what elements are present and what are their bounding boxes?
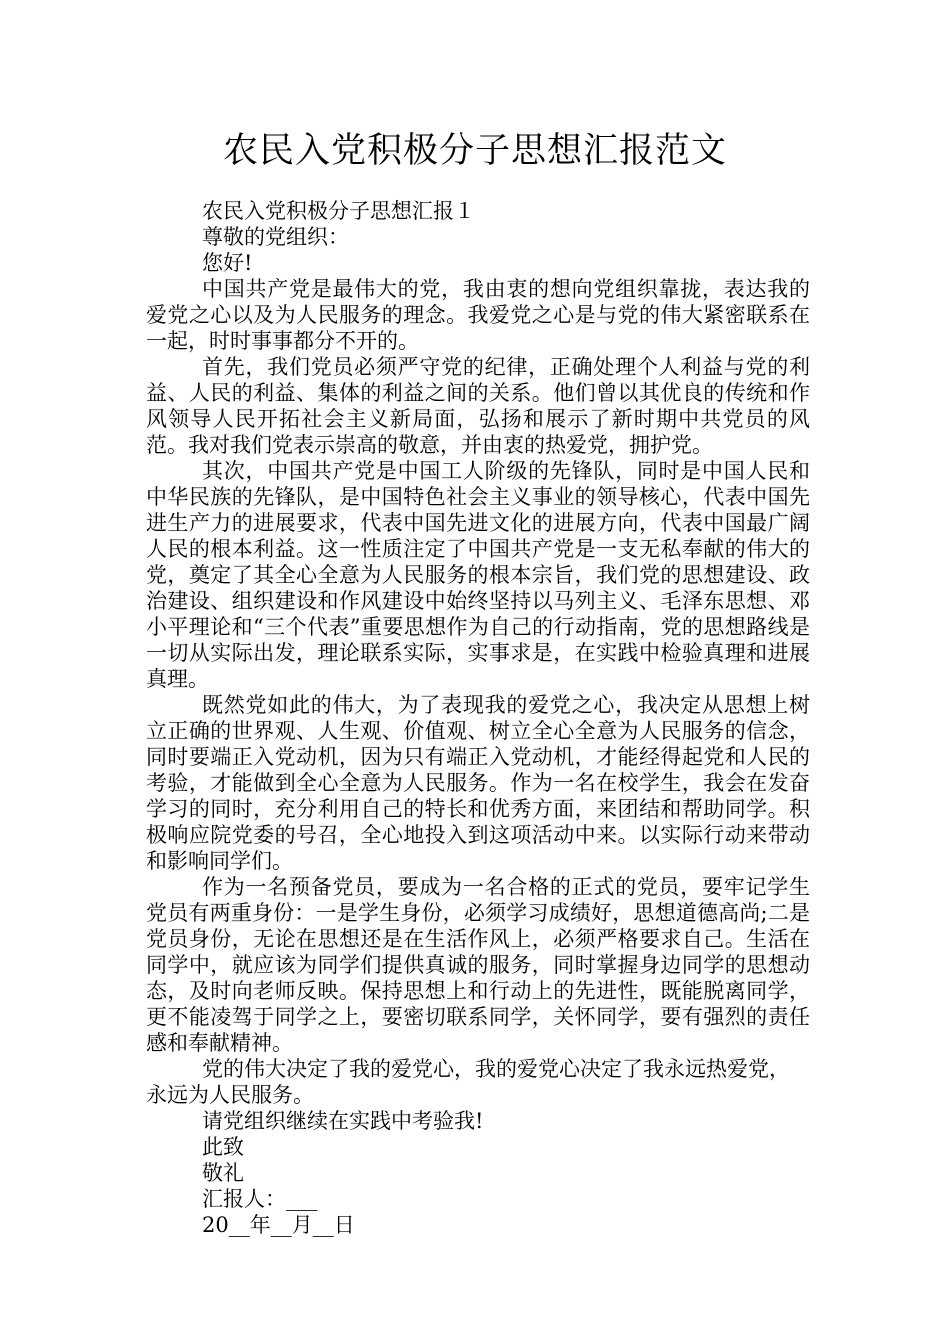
document-title: 农民入党积极分子思想汇报范文 <box>222 131 727 171</box>
greeting: 您好! <box>202 251 253 275</box>
closing-respectfully: 此致 <box>202 1135 244 1159</box>
paragraph-6: 党的伟大决定了我的爱党心，我的爱党心决定了我永远热爱党，永远为人民服务。 <box>146 1057 790 1107</box>
closing-salute: 敬礼 <box>202 1161 244 1185</box>
subtitle: 农民入党积极分子思想汇报１ <box>202 199 475 223</box>
paragraph-1: 中国共产党是最伟大的党，我由衷的想向党组织靠拢，表达我的爱党之心以及为人民服务的理念。我爱党之心是与党的伟大紧密联系在一起，时时事事都分不开的。 <box>146 277 810 353</box>
reporter-signature: 汇报人：___ <box>202 1187 318 1211</box>
salutation: 尊敬的党组织： <box>202 225 349 249</box>
paragraph-2: 首先，我们党员必须严守党的纪律，正确处理个人利益与党的利益、人民的利益、集体的利益之间的关系。他们曾以其优良的传统和作风领导人民开拓社会主义新局面，弘扬和展示了新时期中共党员的风范。我对我们党表示崇高的敬意，并由衷的热爱党，拥护党。 <box>146 355 810 457</box>
report-date: 20__年__月__日 <box>202 1213 355 1237</box>
document-body <box>146 198 810 1238</box>
paragraph-5: 作为一名预备党员，要成为一名合格的正式的党员，要牢记学生党员有两重身份：一是学生身份，必须学习成绩好，思想道德高尚;二是党员身份，无论在思想还是在生活作风上，必须严格要求自己。生活在同学中，就应该为同学们提供真诚的服务，同时掌握身边同学的思想动态，及时向老师反映。保持思想上和行动上的先进性，既能脱离同学，更不能凌驾于同学之上，要密切联系同学，关怀同学，要有强烈的责任感和奉献精神。 <box>146 875 810 1055</box>
paragraph-4: 既然党如此的伟大，为了表现我的爱党之心，我决定从思想上树立正确的世界观、人生观、价值观、树立全心全意为人民服务的信念，同时要端正入党动机，因为只有端正入党动机，才能经得起党和人民的考验，才能做到全心全意为人民服务。作为一名在校学生，我会在发奋学习的同时，充分利用自己的特长和优秀方面，来团结和帮助同学。积极响应院党委的号召，全心地投入到这项活动中来。以实际行动来带动和影响同学们。 <box>146 693 810 873</box>
paragraph-3: 其次，中国共产党是中国工人阶级的先锋队，同时是中国人民和中华民族的先锋队，是中国特色社会主义事业的领导核心，代表中国先进生产力的进展要求，代表中国先进文化的进展方向，代表中国最广阔人民的根本利益。这一性质注定了中国共产党是一支无私奉献的伟大的党，奠定了其全心全意为人民服务的根本宗旨，我们党的思想建设、政治建设、组织建设和作风建设中始终坚持以马列主义、毛泽东思想、邓小平理论和“三个代表”重要思想作为自己的行动指南，党的思想路线是一切从实际出发，理论联系实际，实事求是，在实践中检验真理和进展真理。 <box>146 459 810 691</box>
closing-request: 请党组织继续在实践中考验我! <box>202 1109 484 1133</box>
